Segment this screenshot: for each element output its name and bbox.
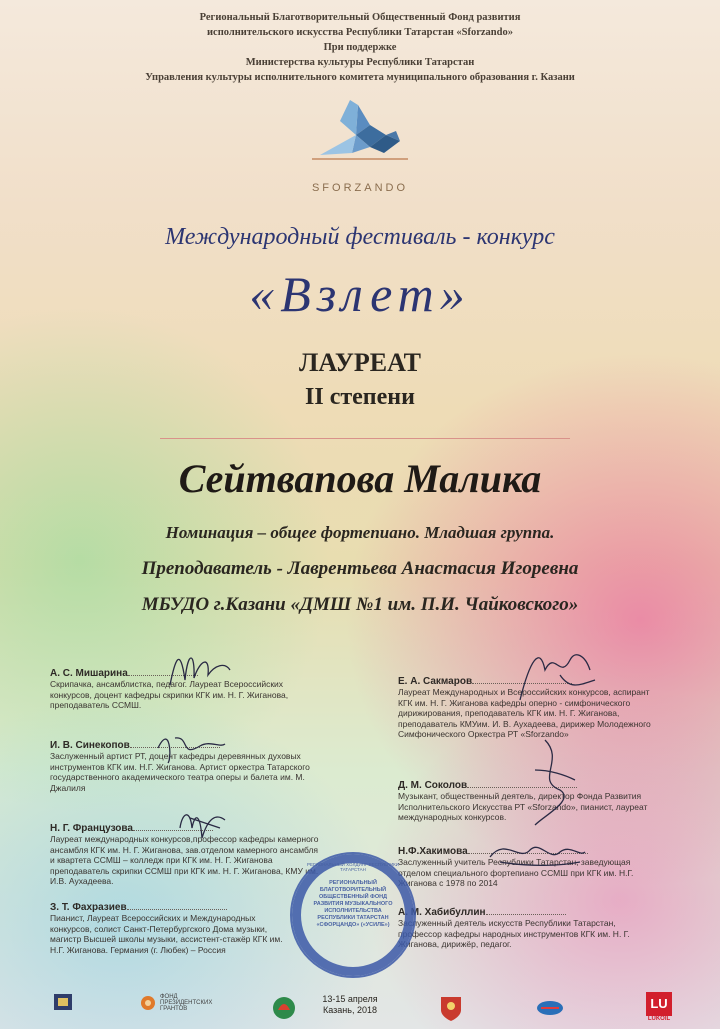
jury-name: Н. Г. Французова bbox=[50, 823, 133, 834]
tatarstan-emblem-icon bbox=[272, 996, 296, 1020]
jury-desc: Заслуженный деятель искусств Республики Татарстан, профессор кафедры народных инструментов КГК им. Н. Г. Жиганова, дирижёр, педагог. bbox=[398, 918, 630, 949]
header-line-3: При поддержке bbox=[323, 42, 397, 53]
presidential-grants-label: ФОНД ПРЕЗИДЕНТСКИХ ГРАНТОВ bbox=[160, 994, 213, 1012]
festival-city: Казань, 2018 bbox=[323, 1005, 377, 1015]
jury-left-4 bbox=[50, 902, 290, 955]
stamp-center-text: РЕГИОНАЛЬНЫЙ БЛАГОТВОРИТЕЛЬНЫЙ ОБЩЕСТВЕННЫЙ ФОНД РАЗВИТИЯ МУЗЫКАЛЬНОГО ИСПОЛНИТЕЛЬСТВА РЕСПУБЛИКИ ТАТАРСТАН «СФОРЦАНДО» («УСИЛЕ») bbox=[313, 880, 393, 928]
jury-desc: Лауреат международных конкурсов,профессор кафедры камерного ансамбля КГК им. Н. Г. Жиганова, зав.отделом камерного ансамбля и квартета ССМШ – колледж при КГК им. Н. Г. Жиганова преподаватель скрипки ССМШ при КГК им. Н. Г. Жиганова, КМУ им. И.В. Аухадеева. bbox=[50, 834, 319, 886]
jury-name: И. В. Синекопов bbox=[50, 740, 130, 751]
signature-sokolov bbox=[505, 730, 595, 830]
brand-name: SFORZANDO bbox=[311, 182, 409, 194]
kazan-coat-of-arms-icon bbox=[438, 994, 464, 1022]
festival-name: «Взлет» bbox=[249, 266, 471, 322]
issuer-header bbox=[60, 10, 660, 85]
jury-desc: Лауреат Международных и Всероссийских конкурсов, аспирант КГК им. Н. Г. Жиганова кафедры оперно - симфонического дирижирования, преподаватель КГК им. Н. Г. Жиганова, преподаватель КМУим. И. В. Аухадеева, дирижер Молодежного Симфонического Оркестра РТ «Sforzando» bbox=[398, 687, 651, 739]
partner-logo-icon bbox=[535, 996, 565, 1018]
jury-desc: Музыкант, общественный деятель, директор Фонда Развития Исполнительского Искусства РТ «Sforzando», пианист, лауреат международных конкурсов. bbox=[398, 791, 648, 822]
sforzando-bird-logo bbox=[300, 95, 420, 175]
signature-khakimova bbox=[480, 832, 590, 872]
signature-sinekopov bbox=[150, 718, 230, 768]
jury-name: Н.Ф.Хакимова bbox=[398, 846, 468, 857]
footer-date bbox=[300, 994, 400, 1016]
lukoil-label: LUKOIL bbox=[647, 1016, 671, 1022]
jury-desc: Скрипачка, ансамблистка, педагог. Лауреат Всероссийских конкурсов, доцент кафедры скрипки КГК им. Н. Г. Жиганова, преподаватель ССМШ. bbox=[50, 679, 289, 710]
festival-date: 13-15 апреля bbox=[322, 994, 378, 1004]
footer-logo-3 bbox=[272, 996, 296, 1020]
footer-logo-2 bbox=[140, 994, 230, 1020]
jury-name: Е. А. Сакмаров bbox=[398, 676, 473, 687]
jury-name: З. Т. Фахразиев bbox=[50, 902, 127, 913]
jury-right-4 bbox=[398, 907, 660, 950]
jury-desc: Заслуженный учитель Республики Татарстан, заведующая отделом специального фортепиано ССМШ при КГК им. Н.Г. Жиганова с 1978 по 2014 bbox=[398, 857, 634, 888]
nomination: Номинация – общее фортепиано. Младшая группа. bbox=[165, 523, 555, 542]
recipient-name: Сейтвапова Малика bbox=[178, 456, 542, 501]
stamp-ring-text: РЕГИОНАЛЬНЫЙ ХОЛДИНГ РЕСПУБЛИКИ ТАТАРСТАН bbox=[307, 862, 399, 872]
footer-logo-4 bbox=[438, 994, 464, 1022]
lukoil-icon: LU bbox=[646, 992, 672, 1016]
teacher: Преподаватель - Лаврентьева Анастасия Игоревна bbox=[141, 558, 579, 579]
jury-name: Д. М. Соколов bbox=[398, 780, 468, 791]
jury-name: А. С. Мишарина bbox=[50, 668, 128, 679]
signature-frantsuzova bbox=[170, 798, 240, 848]
official-stamp bbox=[290, 852, 416, 978]
footer-logo-5 bbox=[535, 996, 565, 1018]
festival-title: Международный фестиваль - конкурс bbox=[165, 224, 555, 250]
signature-sakmarov bbox=[500, 640, 610, 710]
footer-logo-6 bbox=[646, 992, 676, 1026]
header-line-4: Министерства культуры Республики Татарстан bbox=[245, 57, 475, 68]
kazan-logo-icon bbox=[48, 992, 78, 1014]
footer-logo-1 bbox=[48, 992, 78, 1018]
header-line-1: Региональный Благотворительный Общественный Фонд развития bbox=[199, 12, 521, 23]
school: МБУДО г.Казани «ДМШ №1 им. П.И. Чайковского» bbox=[141, 594, 579, 615]
divider bbox=[160, 438, 570, 439]
signature-misharina bbox=[160, 640, 240, 700]
header-line-5: Управления культуры исполнительного комитета муниципального образования г. Казани bbox=[145, 72, 575, 83]
jury-name: А. М. Хабибуллин bbox=[398, 907, 486, 918]
jury-desc: Заслуженный артист РТ, доцент кафедры деревянных духовых инструментов КГК им. Н.Г. Жиганова. Артист оркестра Татарского государственного академического театра оперы и балета им. М. Джалиля bbox=[50, 751, 310, 793]
header-line-2: исполнительского искусства Республики Татарстан «Sforzando» bbox=[207, 27, 513, 38]
jury-desc: Пианист, Лауреат Всероссийских и Международных конкурсов, солист Санкт-Петербургского Дома музыки, магистр Высшей школы музыки, ассистент-стажёр КГК им. Н.Г. Жиганова. Германия (г. Любек) – Россия bbox=[50, 913, 283, 955]
award-degree: II степени bbox=[305, 384, 415, 410]
award-title: ЛАУРЕАТ bbox=[298, 348, 421, 377]
presidential-grants-icon bbox=[140, 995, 156, 1011]
